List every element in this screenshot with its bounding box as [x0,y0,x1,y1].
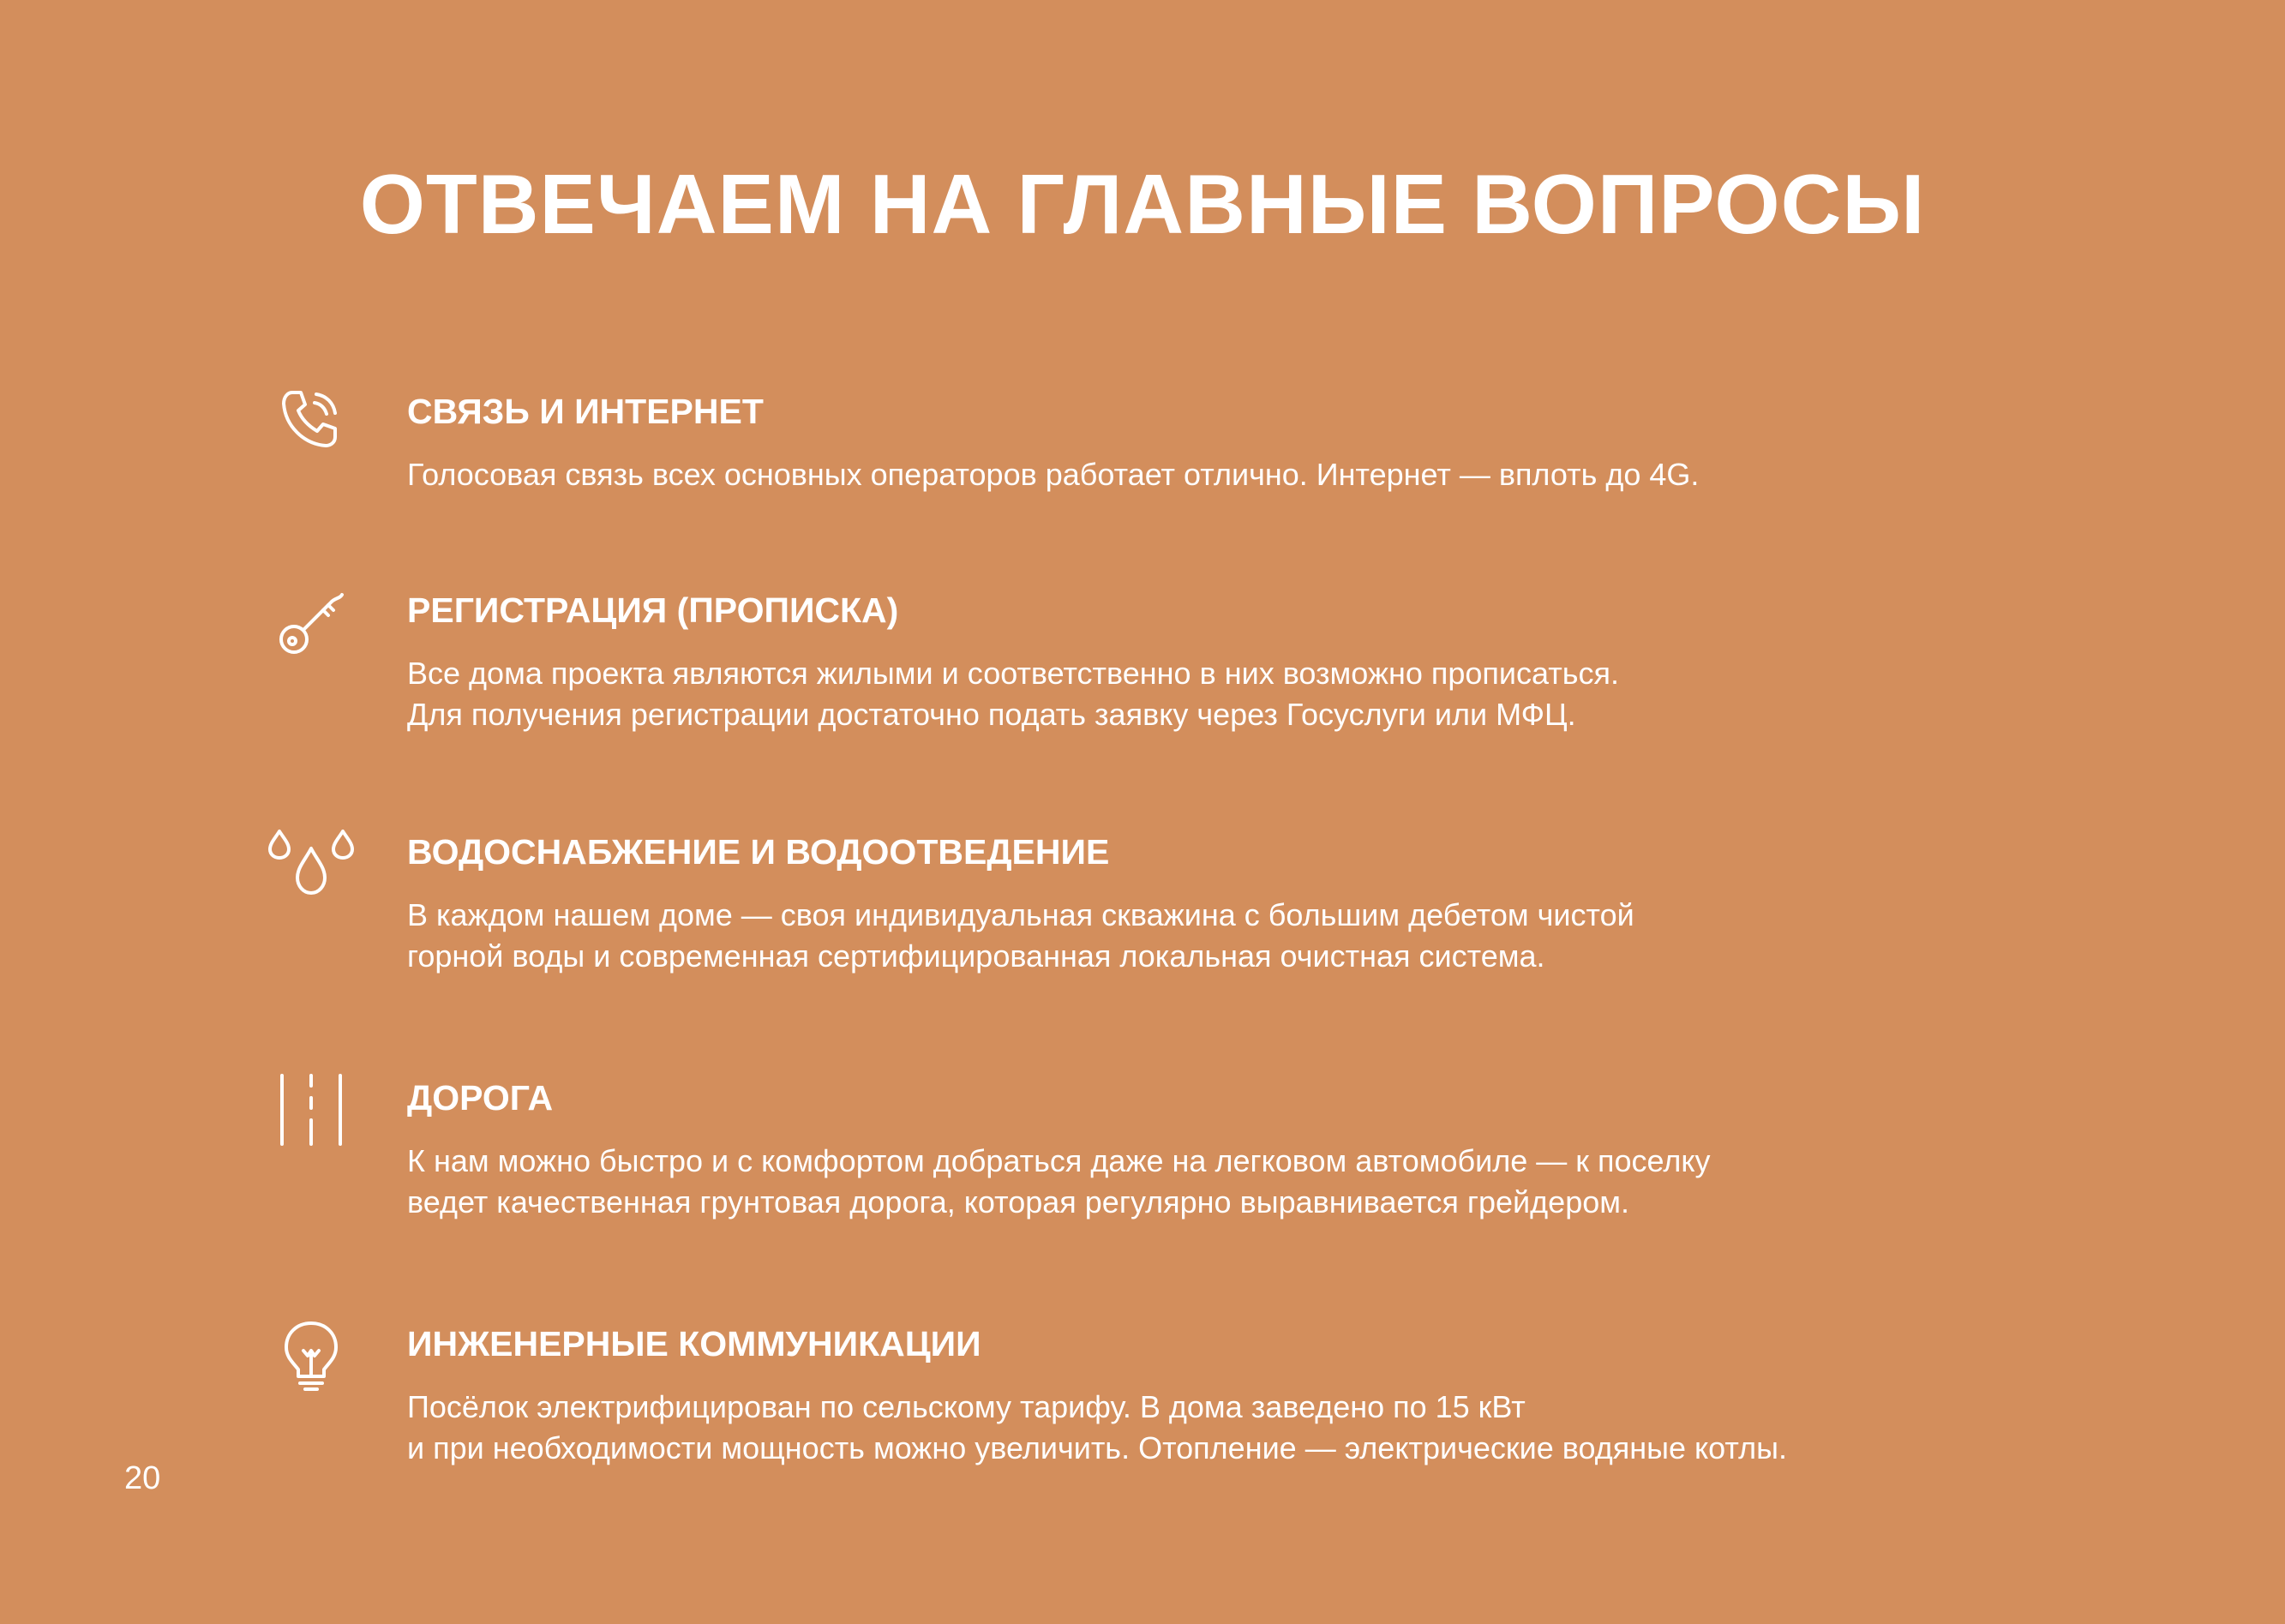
body-line: Все дома проекта являются жилыми и соответственно в них возможно прописаться. [407,656,1620,691]
section-heading: РЕГИСТРАЦИЯ (ПРОПИСКА) [407,590,899,630]
body-line: К нам можно быстро и с комфортом добраться даже на легковом автомобиле — к поселку [407,1143,1711,1178]
section-body [407,1141,1711,1223]
body-line: Для получения регистрации достаточно подать заявку через Госуслуги или МФЦ. [407,697,1576,732]
page-title: ОТВЕЧАЕМ НА ГЛАВНЫЕ ВОПРОСЫ [359,157,1926,251]
section-heading: ДОРОГА [407,1078,554,1118]
road-icon [257,1074,365,1160]
water-drops-icon [257,828,365,914]
key-icon [257,586,365,672]
section-body [407,653,1619,735]
section-body [407,454,1699,495]
section-heading: ВОДОСНАБЖЕНИЕ И ВОДООТВЕДЕНИЕ [407,832,1110,872]
section-body [407,895,1634,977]
page-number: 20 [124,1460,161,1496]
body-line: Посёлок электрифицирован по сельскому тарифу. В дома заведено по 15 кВт [407,1389,1526,1424]
section-body [407,1387,1787,1469]
body-line: В каждом нашем доме — своя индивидуальная скважина с большим дебетом чистой [407,897,1634,932]
lightbulb-icon [257,1320,365,1405]
body-line: горной воды и современная сертифицированная локальная очистная система. [407,938,1545,974]
phone-icon [257,387,365,473]
section-heading: ИНЖЕНЕРНЫЕ КОММУНИКАЦИИ [407,1324,981,1363]
body-line: Голосовая связь всех основных операторов работает отлично. Интернет — вплоть до 4G. [407,457,1700,492]
body-line: и при необходимости мощность можно увеличить. Отопление — электрические водяные котлы. [407,1430,1787,1465]
section-heading: СВЯЗЬ И ИНТЕРНЕТ [407,392,764,431]
body-line: ведет качественная грунтовая дорога, которая регулярно выравнивается грейдером. [407,1184,1629,1219]
